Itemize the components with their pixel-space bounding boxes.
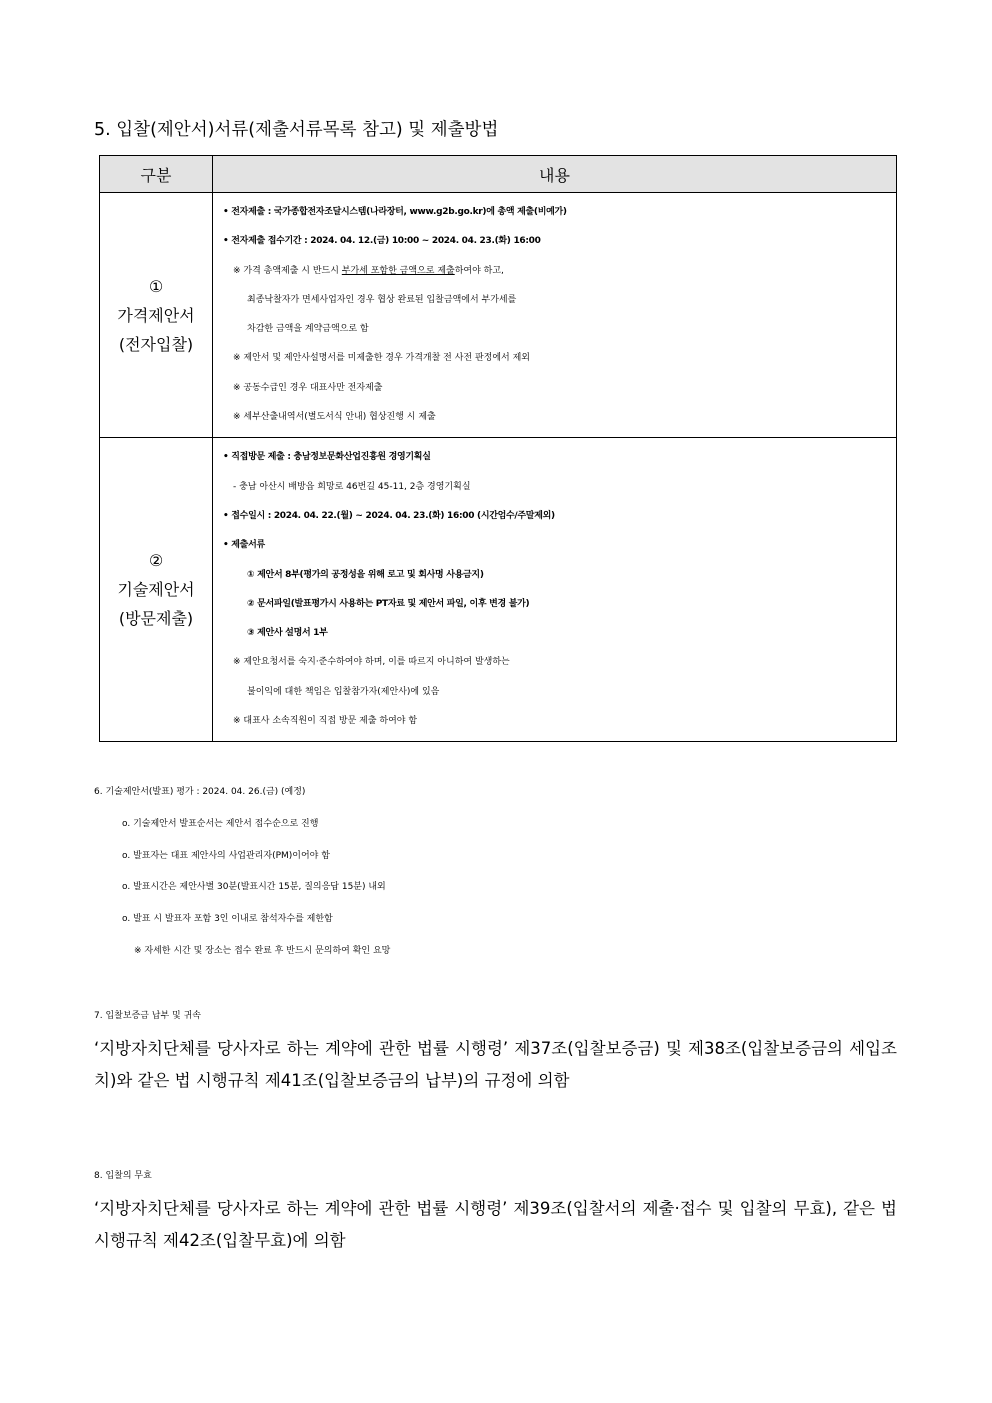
list-item: o. 기술제안서 발표순서는 제안서 접수순으로 진행 bbox=[122, 818, 319, 829]
section-8-title: 8. 입찰의 무효 bbox=[94, 1171, 152, 1181]
underlined-text: 부가세 포함한 금액으로 제출 bbox=[341, 265, 455, 276]
row-number: ② bbox=[148, 551, 164, 571]
document-item: ③ 제안사 설명서 1부 bbox=[247, 628, 328, 639]
section-6 bbox=[94, 777, 897, 968]
list-item: • 접수일시 : 2024. 04. 22.(월) ~ 2024. 04. 23.(화) 16:00 (시간엄수/주말제외) bbox=[223, 510, 555, 521]
note-item: ※ 공동수급인 경우 대표사만 전자제출 bbox=[233, 382, 383, 393]
note-item: ※ 제안요청서를 숙지·준수하여야 하며, 이를 따르지 아니하여 발생하는 bbox=[233, 657, 510, 668]
note-item: ※ 제안서 및 제안사설명서를 미제출한 경우 가격개찰 전 사전 판정에서 제외 bbox=[233, 353, 530, 364]
note-item: ※ 대표사 소속직원이 직접 방문 제출 하여야 함 bbox=[233, 716, 418, 727]
row-label-sub: (방문제출) bbox=[118, 609, 194, 629]
table-header-row bbox=[100, 156, 897, 193]
list-item: o. 발표 시 발표자 포함 3인 이내로 참석자수를 제한함 bbox=[122, 914, 333, 925]
row-label: 기술제안서 bbox=[117, 580, 195, 600]
note-item: ※ 세부산출내역서(별도서식 안내) 협상진행 시 제출 bbox=[233, 412, 436, 423]
section-6-note: ※ 자세한 시간 및 장소는 접수 완료 후 반드시 문의하여 확인 요망 bbox=[134, 945, 391, 956]
section-7 bbox=[94, 1001, 897, 1097]
submission-table bbox=[99, 155, 897, 742]
price-proposal-content bbox=[213, 193, 897, 438]
section-6-title: 6. 기술제안서(발표) 평가 : 2024. 04. 26.(금) (예정) bbox=[94, 787, 306, 797]
note-continuation: 불이익에 대한 책임은 입찰참가자(제안사)에 있음 bbox=[247, 686, 440, 697]
list-item: • 직접방문 제출 : 충남정보문화산업진흥원 경영기획실 bbox=[223, 452, 431, 463]
header-content: 내용 bbox=[213, 156, 897, 193]
document-item: ① 제안서 8부(평가의 공정성을 위해 로고 및 회사명 사용금지) bbox=[247, 569, 484, 580]
row-number: ① bbox=[148, 276, 164, 296]
table-row-tech-proposal bbox=[100, 438, 897, 742]
section-8 bbox=[94, 1161, 897, 1257]
list-item: • 전자제출 접수기간 : 2024. 04. 12.(금) 10:00 ~ 2024. 04. 23.(화) 16:00 bbox=[223, 236, 541, 247]
list-item: o. 발표시간은 제안사별 30분(발표시간 15분, 질의응답 15분) 내외 bbox=[122, 882, 386, 893]
table-row-price-proposal bbox=[100, 193, 897, 438]
note-continuation: 차감한 금액을 계약금액으로 함 bbox=[247, 324, 369, 335]
section-5-title: 5. 입찰(제안서)서류(제출서류목록 참고) 및 제출방법 bbox=[94, 120, 499, 140]
note-continuation: 최종낙찰자가 면세사업자인 경우 협상 완료된 입찰금액에서 부가세를 bbox=[247, 294, 517, 305]
row-label-sub: (전자입찰) bbox=[118, 334, 194, 354]
tech-proposal-label bbox=[100, 438, 213, 742]
note-text: ※ 가격 총액제출 시 반드시 bbox=[233, 265, 342, 276]
tech-proposal-content bbox=[213, 438, 897, 742]
section-8-body: ‘지방자치단체를 당사자로 하는 계약에 관한 법률 시행령’ 제39조(입찰서의 제출·접수 및 입찰의 무효), 같은 법 시행규칙 제42조(입찰무효)에 의함 bbox=[94, 1198, 897, 1250]
note-item bbox=[223, 257, 896, 286]
price-proposal-label bbox=[100, 193, 213, 438]
section-7-title: 7. 입찰보증금 납부 및 귀속 bbox=[94, 1011, 201, 1021]
header-category: 구분 bbox=[100, 156, 213, 193]
section-7-body: ‘지방자치단체를 당사자로 하는 계약에 관한 법률 시행령’ 제37조(입찰보증금) 및 제38조(입찰보증금의 세입조치)와 같은 법 시행규칙 제41조(입찰보증금의 납부)의 규정에 의함 bbox=[94, 1038, 897, 1090]
note-text: 하여야 하고, bbox=[454, 265, 504, 276]
row-label: 가격제안서 bbox=[117, 305, 195, 325]
list-item: • 전자제출 : 국가종합전자조달시스템(나라장터, www.g2b.go.kr)에 총액 제출(비예가) bbox=[223, 207, 567, 217]
list-item: • 제출서류 bbox=[223, 540, 265, 551]
document-item: ② 문서파일(발표평가시 사용하는 PT자료 및 제안서 파일, 이후 변경 불가) bbox=[247, 598, 530, 609]
address-line: - 충남 아산시 배방읍 희망로 46번길 45-11, 2층 경영기획실 bbox=[233, 481, 471, 492]
list-item: o. 발표자는 대표 제안사의 사업관리자(PM)이어야 함 bbox=[122, 850, 330, 861]
